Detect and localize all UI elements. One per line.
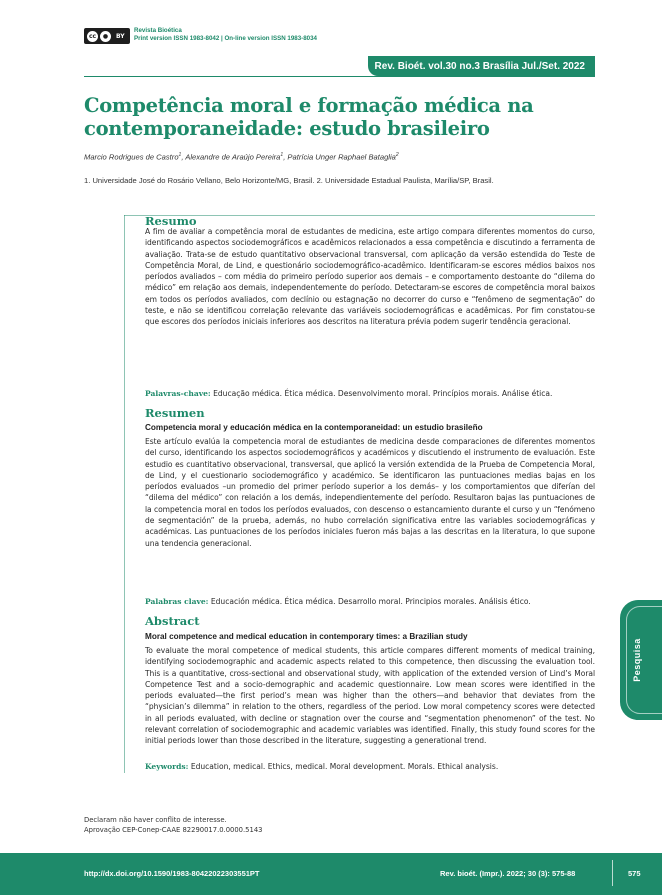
section-side-tab [620,600,662,720]
doi-link[interactable]: http://dx.doi.org/10.1590/1983-80422022303551PT [84,869,260,878]
author-3-sup: 2 [395,152,399,158]
resumo-keywords-text: Educação médica. Ética médica. Desenvolvimento moral. Princípios morais. Análise ética. [213,389,553,398]
cc-icon: cc [88,32,97,40]
resumo-heading: Resumo [145,214,197,228]
issn-line: Print version ISSN 1983-8042 | On-line version ISSN 1983-8034 [134,35,317,43]
author-2: Alexandre de Araújo Pereira [185,152,281,162]
abstract-heading: Abstract [145,614,200,628]
section-label: Pesquisa [632,638,642,682]
resumen-text: Este artículo evalúa la competencia moral de estudiantes de medicina desde comparaciones de diferentes momentos del curso, identificando los aspectos sociodemográficos y académicos y discutiendo el instrumento de evaluación. Este estudio es cuantitativo observacional, transversal, que aplicó la versión extendida de la Prueba de Competencia Moral, de Lind, y el cuestionario sociodemográfico y académico. Se identificaron las puntuaciones medias bajas en los períodos evaluados –un promedio del primer período superior a los demás– y los comportamientos que diferían del “dilema del médico” con relación a los demás, independientemente del período. Resultaron bajas las puntuaciones de la competencia moral en todos los períodos evaluados, con descenso o estancamiento durante el curso y un “fenómeno de segmentación” de la prueba, además, no hubo correlación significativa entre las variables sociodemográficas y académicas. Las puntuaciones de los períodos iniciales fueron más bajas a las descritas en la literatura, lo que supone una tendencia generacional. [145,437,595,548]
abstract-subtitle: Moral competence and medical education in contemporary times: a Brazilian study [145,632,468,641]
header-rule [84,76,595,77]
citation-ref: Rev. bioét. (Impr.). 2022; 30 (3): 575-88 [440,869,576,878]
resumen-keywords-label: Palabras clave: [145,597,209,606]
footnotes [84,815,262,835]
resumen-subtitle: Competencia moral y educación médica en la contemporaneidad: un estudio brasileño [145,423,483,432]
cc-license-badge [84,28,130,44]
page-number: 575 [628,869,641,878]
author-3: Patrícia Unger Raphael Bataglia [287,152,396,162]
abstract-text: To evaluate the moral competence of medical students, this article compares different moments of medical training, identifying sociodemographic and academic aspects related to this competence, then discussing the evaluation tool. This is a quantitative, cross-sectional and observational study, with application of the extended version of Lind’s Moral Competence Test and a socio-demographic and academic questionnaire. Low mean scores were identified in the periods evaluated—the first period’s mean was higher than the others—and behavior that deviates from the “physician’s dilemma” in relation to the others, regardless of the period. Low moral competency scores were detected in all periods evaluated, with decline or stagnation over the course and “segmentation phenomenon” of the test. No relevant correlation of sociodemographic and academic variables was identified. Finally, this study found scores for the initial periods lower than those described in the literature, suggesting a generational trend. [145,646,595,746]
attribution-icon: ● [100,31,111,42]
resumen-keywords [145,597,595,606]
resumo-text: A fim de avaliar a competência moral de estudantes de medicina, este artigo compara diferentes momentos do curso, identificando aspectos sociodemográficos e acadêmicos relacionados a essa competência e discutindo a ferramenta de avaliação. Trata-se de estudo quantitativo observacional transversal, com aplicação da versão estendida do Teste de Competência Moral, de Lind, e questionário sociodemográfico-acadêmico. Identificaram-se escores médios baixos nos períodos avaliados – com média do primeiro período superior aos demais – e comportamento destoante do “dilema do médico” em relação aos demais, independentemente do período. Detectaram-se escores de competência moral baixos em todos os períodos avaliados, com declínio ou estagnação no decorrer do curso e “fenômeno de segmentação” do teste, e não se identificou correlação relevante das variáveis sociodemográficas e acadêmicas. Por fim constatou-se que escores dos períodos iniciais inferiores aos descritos na literatura prévia podem sugerir tendência geracional. [145,227,595,327]
abstract-keywords-label: Keywords: [145,762,189,771]
resumen-heading: Resumen [145,406,205,420]
abstract-keywords-text: Education, medical. Ethics, medical. Moral development. Morals. Ethical analysis. [190,762,499,771]
resumo-keywords-label: Palavras-chave: [145,389,211,398]
article-title: Competência moral e formação médica na contemporaneidade: estudo brasileiro [84,94,534,140]
abstract-keywords [145,762,595,771]
issue-banner [368,56,595,76]
resumo-keywords [145,389,595,398]
author-1-sup: 1 [178,152,182,158]
issue-text: Rev. Bioét. vol.30 no.3 Brasília Jul./Set. 2022 [374,60,585,72]
approval-note: Aprovação CEP-Conep-CAAE 82290017.0.0000.5143 [84,826,263,834]
author-1: Marcio Rodrigues de Castro [84,152,179,162]
affiliations: 1. Universidade José do Rosário Vellano, Belo Horizonte/MG, Brasil. 2. Universidade Estadual Paulista, Marília/SP, Brasil. [84,176,494,185]
journal-name: Revista Bioética [134,27,182,34]
author-list: Marcio Rodrigues de Castro$^1$, Alexandre de Araújo Pereira$^1$, Patrícia Unger Raphael Bataglia$^2$ [84,152,399,162]
author-2-sup: 1 [280,152,284,158]
conflict-note: Declaram não haver conflito de interesse. [84,816,227,824]
cc-by-label: BY [116,32,125,40]
journal-info [134,27,317,44]
resumen-keywords-text: Educación médica. Ética médica. Desarrollo moral. Principios morales. Análisis ético. [210,597,531,606]
abstract-left-rule [124,215,125,773]
footer-separator [612,860,613,886]
